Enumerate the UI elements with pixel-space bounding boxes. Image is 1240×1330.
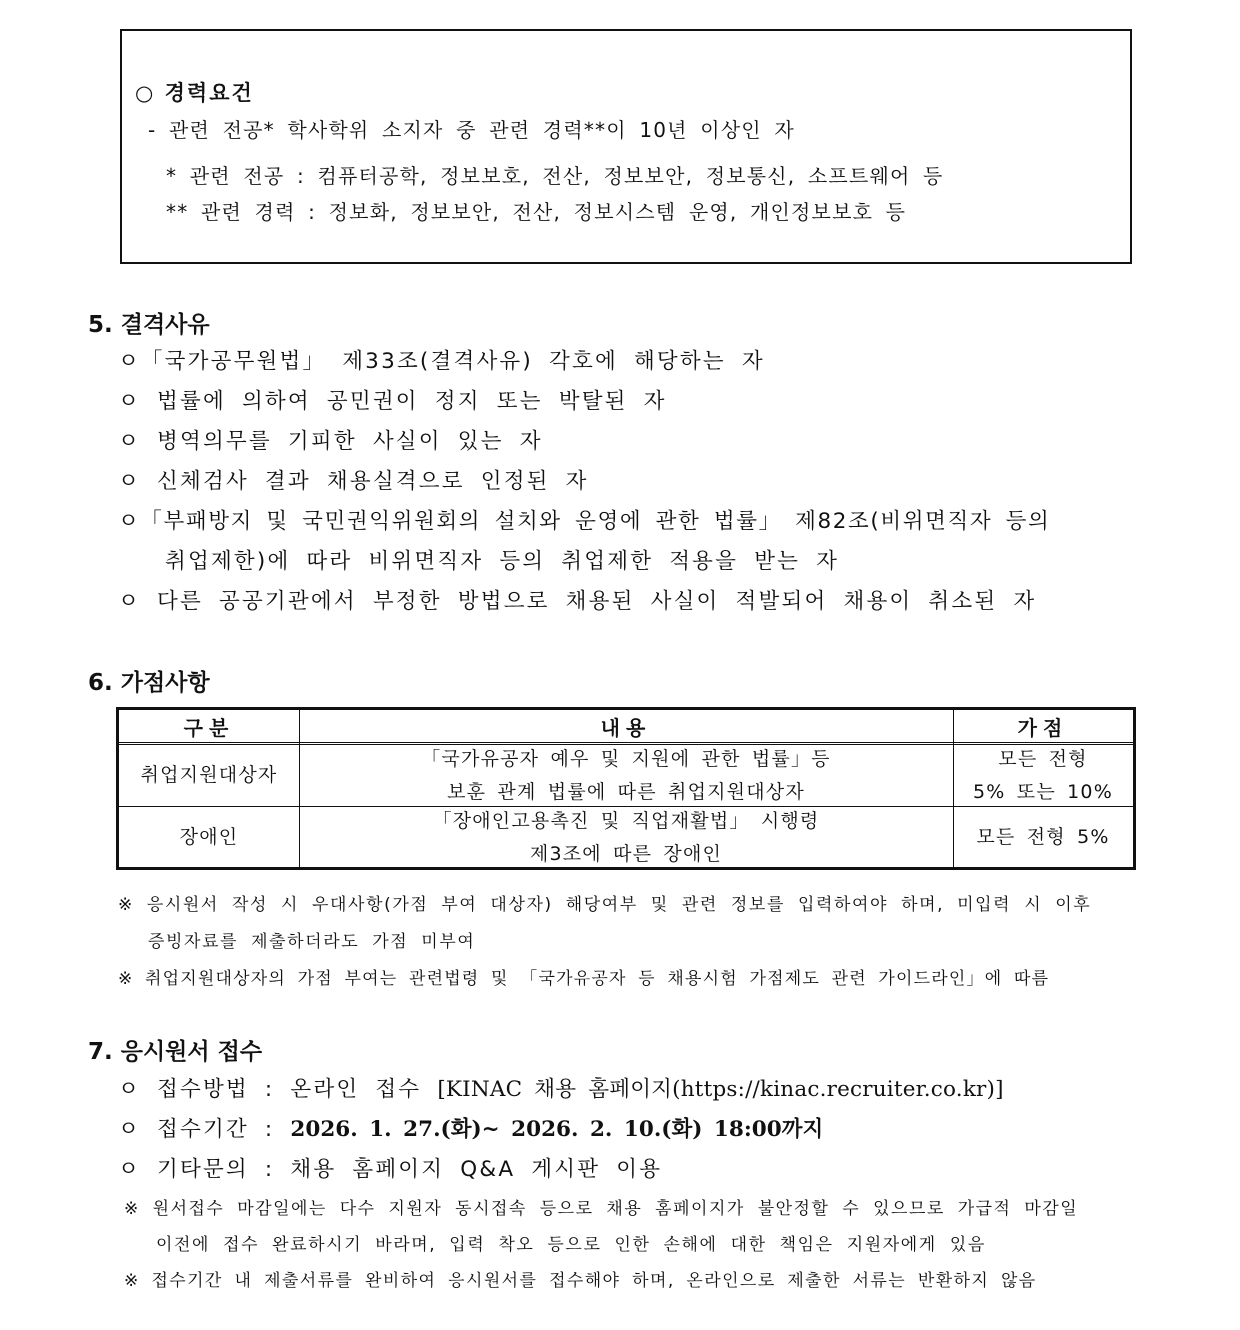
section-7-title: 7. 응시원서 접수 [88,1039,263,1065]
application-note-continued: 이전에 접수 완료하시기 바라며, 입력 착오 등으로 인한 손해에 대한 책임은 지원자에게 있음 [156,1235,986,1255]
table-cell-content-line: 「장애인고용촉진 및 직업재활법」 시행령 [432,809,820,832]
section-6-title: 6. 가점사항 [88,670,210,696]
career-requirement-box [120,29,1132,264]
disqualification-item: ㅇ 법률에 의하여 공민권이 정지 또는 박탈된 자 [118,389,667,414]
disqualification-item: ㅇ「국가공무원법」 제33조(결격사유) 각호에 해당하는 자 [118,349,765,374]
related-major-note: * 관련 전공 : 컴퓨터공학, 정보보호, 전산, 정보보안, 정보통신, 소프트웨어 등 [166,164,944,188]
table-header-content: 내용 [600,715,652,740]
table-cell-category: 취업지원대상자 [140,764,278,786]
disqualification-item: ㅇ 신체검사 결과 채용실격으로 인정된 자 [118,469,589,494]
application-period [118,1112,823,1143]
bonus-points-table [116,707,1136,870]
table-header-category: 구분 [183,715,235,740]
section-5-title: 5. 결격사유 [88,312,210,338]
table-header-points: 가점 [1017,715,1069,740]
bonus-note: ※ 취업지원대상자의 가점 부여는 관련법령 및 「국가유공자 등 채용시험 가점제도 관련 가이드라인」에 따름 [118,969,1050,989]
application-homepage-link[interactable]: [KINAC 채용 홈페이지(https://kinac.recruiter.co.kr)] [437,1077,1004,1102]
disqualification-item: ㅇ「부패방지 및 국민권익위원회의 설치와 운영에 관한 법률」 제82조(비위면직자 등의 [118,509,1051,534]
other-inquiry: ㅇ 기타문의 : 채용 홈페이지 Q&A 게시판 이용 [118,1157,663,1182]
table-cell-points: 모든 전형 5% [976,826,1110,848]
table-cell-points [953,745,1133,806]
disqualification-item-continued: 취업제한)에 따라 비위면직자 등의 취업제한 적용을 받는 자 [165,549,840,574]
table-cell-content [299,745,953,806]
table-cell-category: 장애인 [179,826,239,848]
application-method-label: ㅇ 접수방법 : 온라인 접수 [118,1077,438,1102]
bonus-note-continued: 증빙자료를 제출하더라도 가점 미부여 [148,932,476,952]
application-period-value: 2026. 1. 27.(화)~ 2026. 2. 10.(화) 18:00까지 [290,1117,824,1142]
application-method [118,1072,1004,1103]
bonus-note: ※ 응시원서 작성 시 우대사항(가점 부여 대상자) 해당여부 및 관련 정보를 입력하여야 하며, 미입력 시 이후 [118,895,1092,915]
career-requirement-title: ○ 경력요건 [135,81,254,105]
table-cell-content [299,808,953,867]
disqualification-item: ㅇ 병역의무를 기피한 사실이 있는 자 [118,429,543,454]
related-career-note: ** 관련 경력 : 정보화, 정보보안, 전산, 정보시스템 운영, 개인정보보호 등 [166,200,907,224]
application-note: ※ 접수기간 내 제출서류를 완비하여 응시원서를 접수해야 하며, 온라인으로 제출한 서류는 반환하지 않음 [124,1271,1037,1291]
table-cell-points-line: 5% 또는 10% [973,780,1113,803]
disqualification-item: ㅇ 다른 공공기관에서 부정한 방법으로 채용된 사실이 적발되어 채용이 취소된 자 [118,589,1037,614]
table-cell-content-line: 보훈 관계 법률에 따른 취업지원대상자 [447,780,805,803]
career-requirement-text: - 관련 전공* 학사학위 소지자 중 관련 경력**이 10년 이상인 자 [148,118,795,142]
application-period-label: ㅇ 접수기간 : [118,1117,291,1142]
table-cell-content-line: 제3조에 따른 장애인 [529,842,723,865]
application-note: ※ 원서접수 마감일에는 다수 지원자 동시접속 등으로 채용 홈페이지가 불안정할 수 있으므로 가급적 마감일 [124,1199,1079,1219]
table-cell-content-line: 「국가유공자 예우 및 지원에 관한 법률」등 [421,747,831,770]
table-cell-points-line: 모든 전형 [998,747,1088,770]
